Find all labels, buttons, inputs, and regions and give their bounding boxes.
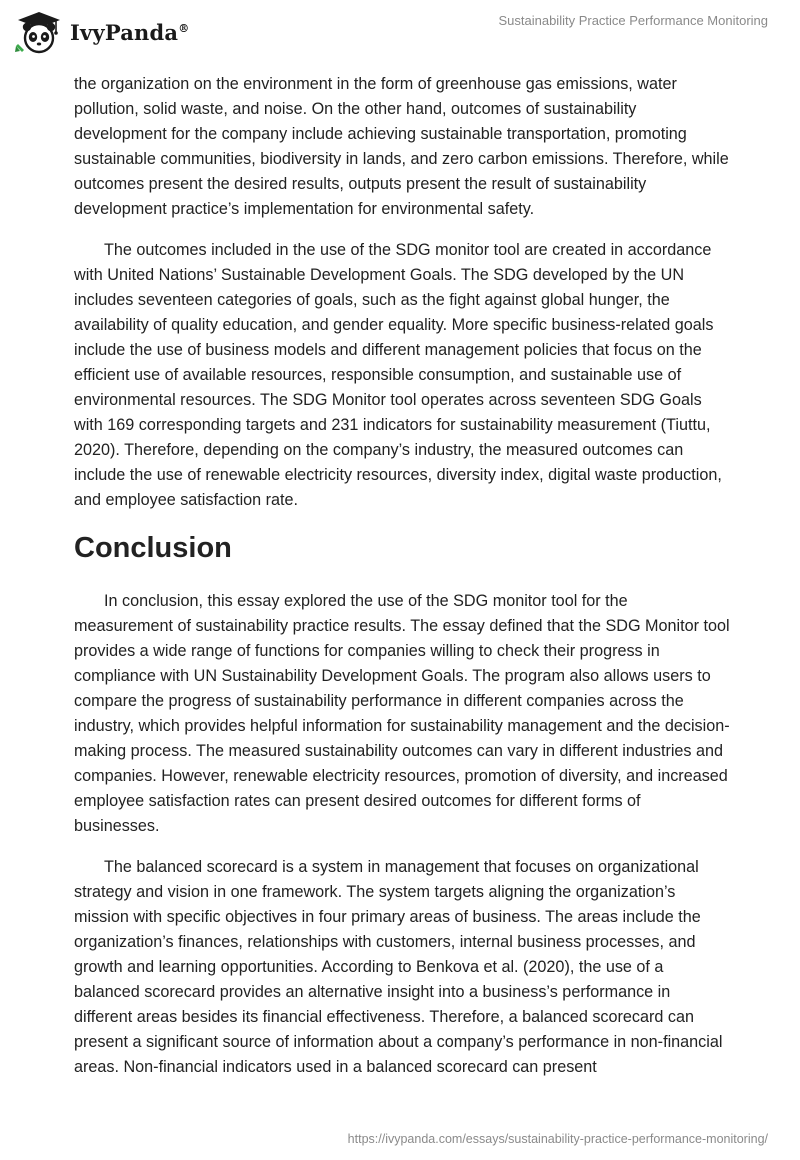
paragraph-3: In conclusion, this essay explored the use of the SDG monitor tool for the measurement of sustainability practice results. The essay defined that the SDG Monitor tool provides a wide range of functions for companies willing to check their progress in compliance with UN Sustainability Development Goals. The program also allows users to compare the progress of sustainability performance in different companies across the industry, which provides helpful information for sustainability management and the decision-making process. The measured sustainability outcomes can vary in different industries and companies. However, renewable electricity resources, promotion of diversity, and increased employee satisfaction rates can present desired outcomes for different forms of businesses. <box>74 592 730 835</box>
page-header <box>0 0 800 70</box>
brand-name: IvyPanda® <box>70 19 190 45</box>
paragraph-1: the organization on the environment in the form of greenhouse gas emissions, water pollution, solid waste, and noise. On the other hand, outcomes of sustainability development for the company include achieving sustainable transportation, promoting sustainable communities, biodiversity in lands, and zero carbon emissions. Therefore, while outcomes present the desired results, outputs present the result of sustainability development practice’s implementation for environmental safety. <box>74 75 729 218</box>
document-title: Sustainability Practice Performance Monitoring <box>498 13 768 28</box>
paragraph-4: The balanced scorecard is a system in management that focuses on organizational strategy and vision in one framework. The system targets aligning the organization’s mission with specific objectives in four primary areas of business. The areas include the organization’s finances, relationships with customers, internal business processes, and growth and learning opportunities. According to Benkova et al. (2020), the use of a balanced scorecard provides an alternative insight into a business’s performance in different areas besides its financial effectiveness. Therefore, a balanced scorecard can present a significant source of information about a company’s performance in non-financial areas. Non-financial indicators used in a balanced scorecard can present <box>74 858 723 1076</box>
essay-body <box>74 72 730 1096</box>
panda-graduate-icon <box>14 10 64 54</box>
brand-logo[interactable] <box>14 10 189 54</box>
paragraph-2: The outcomes included in the use of the SDG monitor tool are created in accordance with United Nations’ Sustainable Development Goals. The SDG developed by the UN includes seventeen categories of goals, such as the fight against global hunger, the availability of quality education, and gender equality. More specific business-related goals include the use of business models and different management policies that focus on the efficient use of available resources, responsible consumption, and sustainable use of environmental resources. The SDG Monitor tool operates across seventeen SDG Goals with 169 corresponding targets and 231 indicators for sustainability measurement (Tiuttu, 2020). Therefore, depending on the company’s industry, the measured outcomes can include the use of renewable electricity resources, diversity index, digital waste production, and employee satisfaction rate. <box>74 241 722 509</box>
section-heading-conclusion: Conclusion <box>74 532 232 564</box>
source-url[interactable]: https://ivypanda.com/essays/sustainability-practice-performance-monitoring/ <box>347 1132 768 1146</box>
